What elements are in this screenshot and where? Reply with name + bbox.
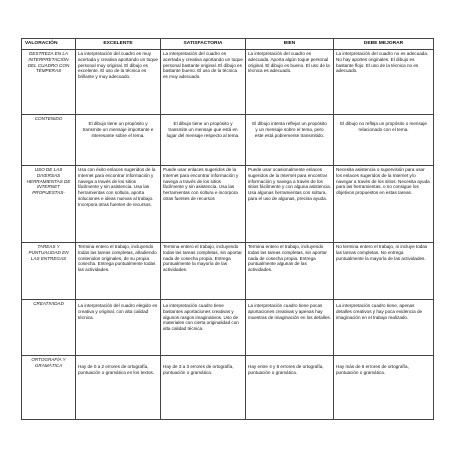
rubric-cell: La interpretación del cuadro es acertada y creativa aportando un toque personal bastante original. El dibujo es bastante bueno. El uso de la técnica es muy adecuado. xyxy=(161,50,246,115)
criterion-cell xyxy=(22,243,76,300)
rubric-cell: La interpretación del cuadro elegido es creativa y original, con alta calidad técnica. xyxy=(76,300,161,356)
rubric-cell-text: El dibujo no refleja un propósito o mensaje relacionado con el tema. xyxy=(340,121,427,132)
table-row xyxy=(22,300,434,356)
rubric-cell: La interpretación del cuadro es adecuada. Aporta algún toque personal original. El dibujo es bueno. El uso de la técnica es adecuado. xyxy=(246,50,334,115)
rubric-cell: Hay de 3 a 3 errores de ortografía, puntuación o gramática. xyxy=(161,356,246,420)
rubric-cell: Hay de 0 a 2 errores de ortografía, puntuación o gramática en los textos. xyxy=(76,356,161,420)
rubric-cell: Puede usar enlaces sugeridos de la Internet para encontrar información y navega a través de los sitios fácilmente y sin asistencia. Usa las herramientas con soltura e incorpora otras fuentes de recursos xyxy=(161,166,246,243)
criterion-cell xyxy=(22,166,76,243)
criterion-cell xyxy=(22,300,76,356)
rubric-cell-text: El dibujo tiene un propósito y transmite un mensaje que está en lugar del mensaje respecto al tema. xyxy=(166,121,240,138)
header-bien: BIEN xyxy=(246,39,334,50)
rubric-cell: Usa con éxito enlaces sugeridos de la Internet para encontrar información y navega a través de los sitios fácilmente y sin asistencia. Usa las herramientas con soltura, aporta soluciones e ideas nuevas al trabajo. Incorpora otras fuentes de recursos. xyxy=(76,166,161,243)
criterion-label: CONTENIDO xyxy=(34,116,63,121)
header-valoracion: VALORACIÓN xyxy=(22,39,76,50)
criterion-cell xyxy=(22,115,76,166)
table-row xyxy=(22,50,434,115)
header-excelente: EXCELENTE xyxy=(76,39,161,50)
rubric-cell: La interpretación del cuadro no es adecuada. No hay aportes originales. El dibujo es bastante flojo. El uso de la técnica no es adecuado. xyxy=(334,50,434,115)
rubric-cell: Termina entero el trabajo, incluyendo todas las tareas completas, sin aportar nada de cosecha propia. Entrega puntualmente la mayoría de las actividades. xyxy=(161,243,246,300)
rubric-cell: No termina entero el trabajo, ni incluye todas las tareas completas. No entrega puntualmente la mayoría de las actividades. xyxy=(334,243,434,300)
rubric-cell xyxy=(76,115,161,166)
criterion-cell xyxy=(22,356,76,420)
rubric-cell: La interpretación del cuadro es muy acertada y creativa aportando un toque personal muy original. El dibujo es excelente. El uso de la técnica es brillante y muy adecuado. xyxy=(76,50,161,115)
header-row xyxy=(22,39,434,50)
criterion-label: TAREAS Y PUNTUALIDAD EN LAS ENTREGAS xyxy=(28,244,69,261)
criterion-label: CREATIVIDAD xyxy=(33,301,64,306)
rubric-cell xyxy=(334,115,434,166)
rubric-cell xyxy=(161,115,246,166)
rubric-cell: Hay más de 6 errores de ortografía, puntuación o gramática. xyxy=(334,356,434,420)
rubric-cell: Puede usar ocasionalmente enlaces sugeridos de la Internet para encontrar información y navega a través de los sitios fácilmente y con alguna asistencia. Usa algunas herramientas con soltura, para el uso de algunas, precisa ayuda. xyxy=(246,166,334,243)
rubric-cell-text: El dibujo tiene un propósito y transmite un mensaje importante e interesante sobre el tema. xyxy=(82,121,154,138)
table-row xyxy=(22,243,434,300)
rubric-cell: Termina entero el trabajo, incluyendo todas las tareas completas, añadiendo contenidos originales, de su propia cosecha. Entrega puntualmente todas las actividades. xyxy=(76,243,161,300)
rubric-cell: Hay entre 4 y 6 errores de ortografía, puntuación o gramática. xyxy=(246,356,334,420)
rubric-cell: La interpretación cuadro tiene, apenas detalles creativos y hay poca evidencia de imaginación en el trabajo realizado. xyxy=(334,300,434,356)
rubric-cell xyxy=(246,115,334,166)
rubric-cell-text: El dibujo intenta reflejar un propósito y un mensaje sobre el tema, pero este está pobremente transmitido. xyxy=(252,121,327,138)
header-satisfactoria: SATISFACTORIA xyxy=(161,39,246,50)
criterion-label: USO DE LAS DIVERSAS HERRAMIENTAS DE INTERNET PROPUESTAS- xyxy=(26,167,71,196)
rubric-cell: Termina entero el trabajo, incluyendo todas las tareas completas, sin aportar nada de cosecha propia. Entrega puntualmente algunas de las actividades. xyxy=(246,243,334,300)
table-row xyxy=(22,166,434,243)
criterion-label: DESTREZA EN LA INTERPRETACIÓN DEL CUADRO CON TÉMPERAS xyxy=(27,51,70,74)
criterion-label: ORTOGRAFÍA Y GRAMÁTICA xyxy=(31,357,66,368)
rubric-cell: La interpretación cuadro tiene bastantes aportaciones creativas y algunos rasgos imaginativos. Uso de materiales con cierta originalidad con alta calidad técnica. xyxy=(161,300,246,356)
rubric-cell: La interpretación cuadro tiene pocas aportaciones creativas y apenas hay muestras de imaginación en los detalles. xyxy=(246,300,334,356)
table-row xyxy=(22,356,434,420)
rubric-cell: Necesita asistencia o supervisión para usar los enlaces sugeridos de la Internet y/o navegar a través de los sitios. Necesita ayuda para las herramientas, o no consigue los objetivos propuestos en estas tareas. xyxy=(334,166,434,243)
header-debe-mejorar: DEBE MEJORAR xyxy=(334,39,434,50)
rubric-table xyxy=(21,38,434,420)
table-row xyxy=(22,115,434,166)
criterion-cell xyxy=(22,50,76,115)
